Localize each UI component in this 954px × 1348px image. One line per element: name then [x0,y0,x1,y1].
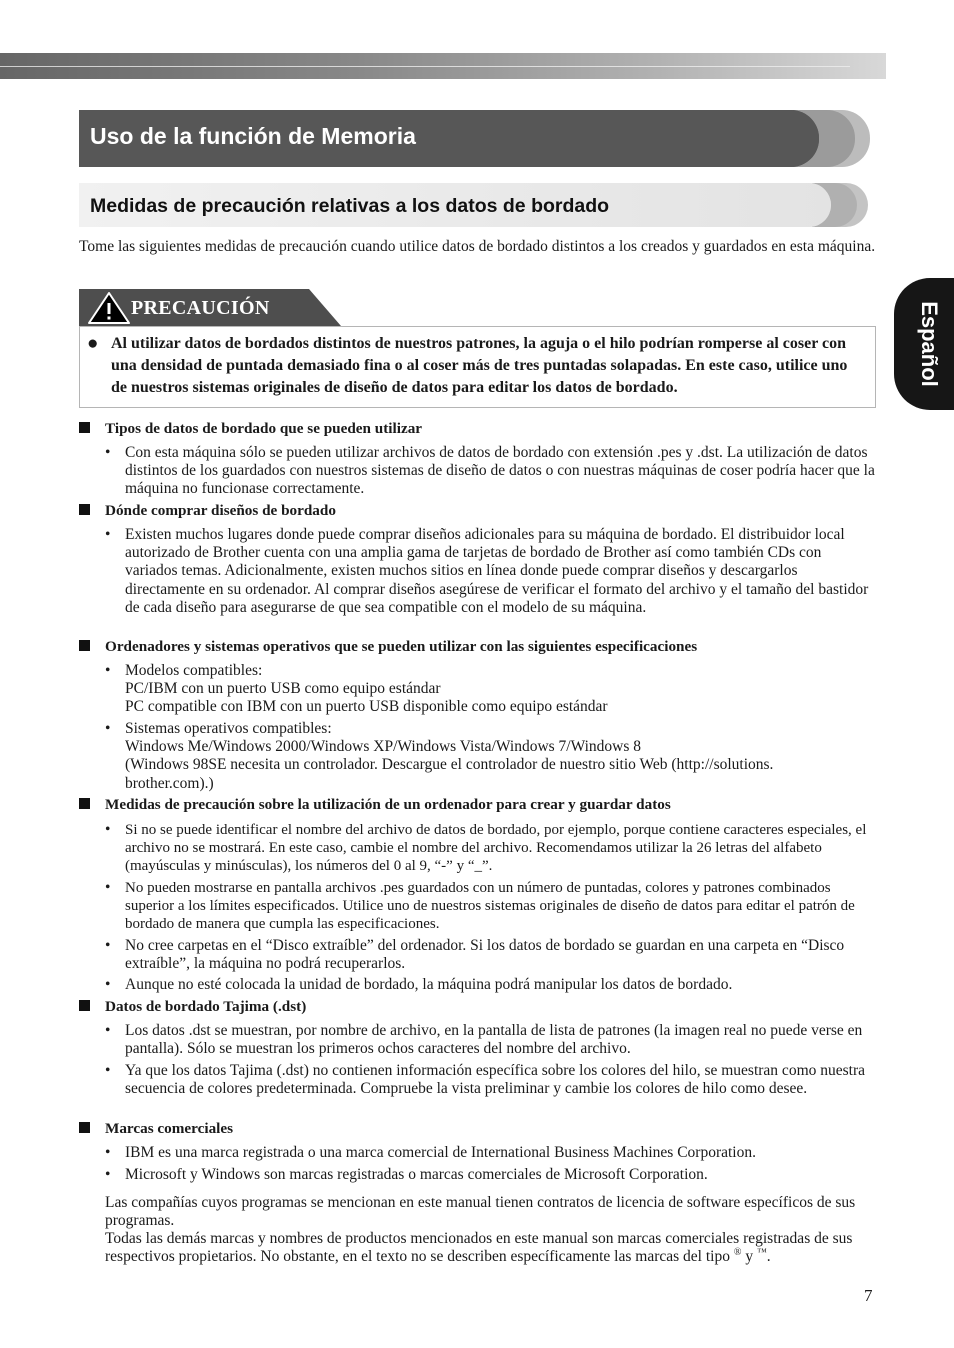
language-side-tab-label: Español [917,301,942,387]
caution-label: PRECAUCIÓN [131,297,270,319]
square-bullet-icon [79,798,90,809]
square-bullet-icon [79,422,90,433]
closing-paragraph-2: Todas las demás marcas y nombres de productos mencionados en este manual son marcas comerciales registradas de sus respectivos propietarios. No obstante, en el texto no se describen específicamente las marcas del tipo ® y ™. [105,1230,853,1266]
square-bullet-icon [79,640,90,651]
section-heading: Dónde comprar diseños de bordado [79,502,336,520]
section-heading: Datos de bordado Tajima (.dst) [79,998,306,1016]
square-bullet-icon [79,1000,90,1011]
square-bullet-icon [79,504,90,515]
page-number: 7 [864,1286,873,1305]
section-heading: Medidas de precaución sobre la utilización de un ordenador para crear y guardar datos [79,796,671,814]
section-heading: Tipos de datos de bordado que se pueden utilizar [79,420,422,438]
section-title: Medidas de precaución relativas a los datos de bordado [90,195,610,217]
page-title: Uso de la función de Memoria [90,123,416,149]
caution-bullet-icon: ● [87,333,99,354]
caution-text: Al utilizar datos de bordados distintos de nuestros patrones, la aguja o el hilo podrían romperse al coser con una densidad de puntada demasiado fina o al coser más de tres puntadas solapadas. En este caso, utilice uno de nuestros sistemas originales de diseño de datos para editar los datos de bordado. [111,335,848,396]
square-bullet-icon [79,1122,90,1133]
top-bar-line [0,66,850,67]
section-heading: Marcas comerciales [79,1120,233,1138]
section-heading: Ordenadores y sistemas operativos que se pueden utilizar con las siguientes especificaciones [79,638,697,656]
intro-paragraph: Tome las siguientes medidas de precaución cuando utilice datos de bordado distintos a los creados y guardados en esta máquina. [79,238,876,255]
top-decorative-bar [0,53,886,79]
closing-paragraph-1: Las compañías cuyos programas se mencionan en este manual tienen contratos de licencia de software específicos de sus programas. [105,1194,856,1230]
